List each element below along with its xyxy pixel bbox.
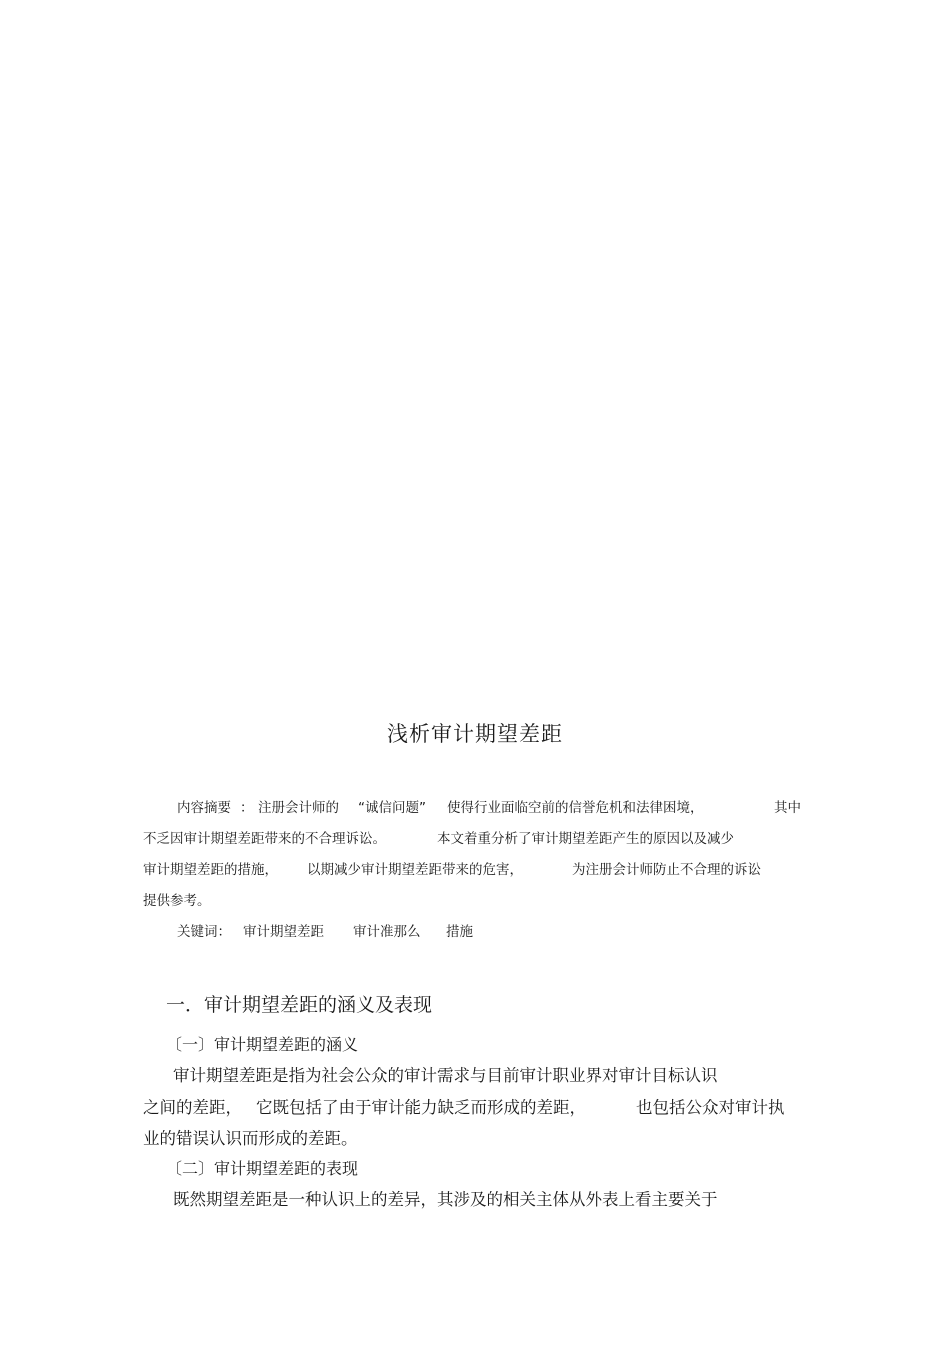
abstract-line1-b: “诚信问题” — [358, 800, 426, 816]
abstract-line2-a: 不乏因审计期望差距带来的不合理诉讼。 — [143, 831, 386, 847]
abstract-line2-b: 本文着重分析了审计期望差距产生的原因以及减少 — [437, 831, 734, 847]
document-title: 浅析审计期望差距 — [387, 722, 563, 746]
abstract-line1-c: 使得行业面临空前的信誉危机和法律困境， — [447, 800, 704, 816]
paragraph-1-line-1: 审计期望差距是指为社会公众的审计需求与目前审计职业界对审计目标认识 — [173, 1066, 718, 1085]
subsection-heading-2: 〔二〕审计期望差距的表现 — [166, 1159, 359, 1178]
paragraph-2-line-1: 既然期望差距是一种认识上的差异，其涉及的相关主体从外表上看主要关于 — [173, 1190, 718, 1209]
abstract-line3-b: 以期减少审计期望差距带来的危害， — [307, 862, 523, 878]
abstract-line1-d: 其中 — [774, 800, 801, 816]
abstract-label: 内容摘要 — [177, 800, 231, 816]
abstract-line3-c: 为注册会计师防止不合理的诉讼 — [572, 862, 761, 878]
keywords-label: 关键词： — [177, 924, 231, 940]
paragraph-1-line-2a: 之间的差距， — [143, 1098, 242, 1117]
section-heading: 一．审计期望差距的涵义及表现 — [166, 994, 433, 1016]
abstract-line4: 提供参考。 — [143, 893, 211, 909]
keyword-3: 措施 — [446, 924, 473, 940]
paragraph-1-line-3: 业的错误认识而形成的差距。 — [143, 1129, 358, 1148]
keyword-1: 审计期望差距 — [243, 924, 324, 940]
abstract-line3-a: 审计期望差距的措施， — [143, 862, 278, 878]
paragraph-1-line-2b: 它既包括了由于审计能力缺乏而形成的差距， — [256, 1098, 586, 1117]
subsection-heading-1: 〔一〕审计期望差距的涵义 — [166, 1035, 359, 1054]
abstract-line1-a: 注册会计师的 — [258, 800, 339, 816]
paragraph-1-line-2c: 也包括公众对审计执 — [636, 1098, 785, 1117]
keyword-2: 审计准那么 — [353, 924, 421, 940]
abstract-colon: ： — [240, 800, 254, 816]
